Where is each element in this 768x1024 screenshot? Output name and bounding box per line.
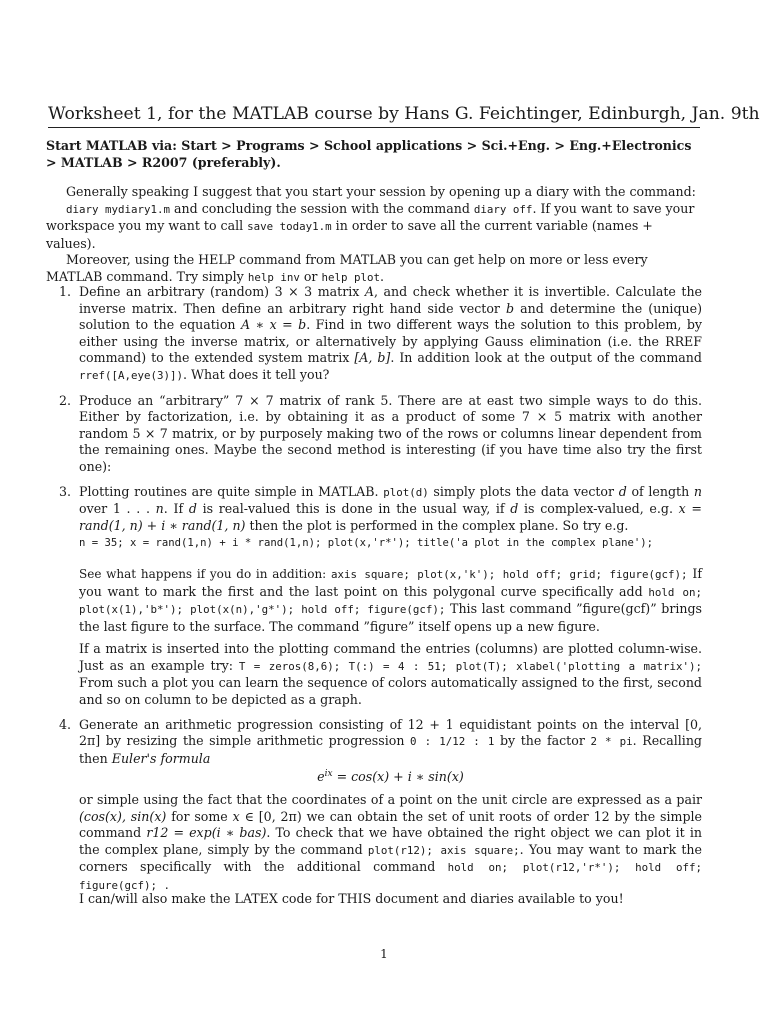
start-line-2: > MATLAB > R2007 (preferably).	[46, 155, 281, 170]
intro-text: or	[299, 268, 322, 284]
code-help-inv: help inv	[247, 270, 300, 284]
code-plot-r12: plot(r12); axis square;	[367, 843, 520, 857]
exercise-number: 4.	[59, 716, 72, 732]
intro-text: Moreover, using the HELP command from MATLAB you can get help on more or less every MATLAB command. Try simply	[46, 252, 648, 284]
exercise-item-1	[46, 284, 702, 385]
code-diary-off: diary off	[473, 202, 533, 216]
code-hold-on: hold on;	[648, 585, 702, 599]
closing-note: I can/will also make the LATEX code for THIS document and diaries available to you!	[79, 891, 624, 906]
start-line-1: Start MATLAB via: Start > Programs > School applications > Sci.+Eng. > Eng.+Electronics	[46, 138, 692, 153]
intro-text: Generally speaking I suggest that you start your session by opening up a diary with the command:	[66, 184, 696, 199]
math-matrix: [A, b]	[354, 350, 391, 366]
intro-text: and concluding the session with the command	[170, 200, 474, 216]
exercise-text: and determine the (unique) solution to the equation	[79, 300, 702, 333]
math-equation: A ∗ x = b	[241, 317, 307, 333]
intro-paragraph-2	[46, 252, 702, 286]
exercise-text: or simple using the fact that the coordinates of a point on the unit circle are expressed as a pair	[79, 792, 702, 808]
formula-exponent: ix	[324, 769, 333, 780]
math-var: A	[364, 284, 374, 299]
math-var: x	[232, 808, 240, 824]
exercise-text: of length	[626, 483, 694, 499]
intro-text: in order to save all the current variable (names + values).	[46, 218, 653, 251]
exercise-text: Generate an arithmetic progression consisting of 12 + 1 equidistant points on the interval [0, 2π] by resizing the simple arithmetic progression	[79, 716, 702, 749]
exercise-text: See what happens if you do in addition:	[79, 566, 331, 581]
exercise-text: . If	[163, 501, 189, 517]
math-var: d	[510, 501, 519, 517]
exercise-text: If a matrix is inserted into the plotting command the entries (columns) are plotted column-wise. Just as an example try:	[79, 641, 702, 673]
exercise-text: Define an arbitrary (random) 3 × 3 matrix	[79, 284, 365, 299]
exercise-item-3	[46, 484, 702, 709]
intro-text: workspace you my want to call	[46, 218, 248, 234]
intro-text: .	[379, 268, 384, 284]
code-axis-square: axis square; plot(x,'k'); hold off; grid; figure(gcf);	[330, 567, 688, 581]
math-expression: (cos(x), sin(x)	[79, 808, 167, 824]
code-rref: rref([A,eye(3)])	[79, 368, 184, 382]
code-plot-example: n = 35; x = rand(1,n) + i * rand(1,n); plot(x,'r*'); title('a plot in the complex plane');	[79, 537, 654, 550]
page-title: Worksheet 1, for the MATLAB course by Hans G. Feichtinger, Edinburgh, Jan. 9th	[48, 103, 700, 128]
intro-section	[46, 184, 702, 287]
code-plot-points: plot(x(1),'b*'); plot(x(n),'g*'); hold off; figure(gcf);	[79, 603, 446, 617]
exercise-text: over 1 . . .	[79, 501, 156, 517]
exercise-text: . What does it tell you?	[183, 366, 330, 382]
exercise-text: Plotting routines are quite simple in MATLAB.	[79, 483, 384, 499]
exercise-text: by the factor	[494, 733, 591, 749]
math-expression: r12 = exp(i ∗ bas)	[146, 825, 267, 841]
math-var: n	[693, 483, 703, 499]
code-progression: 0 : 1/12 : 1	[410, 735, 495, 749]
math-expression: rand(1, n) + i ∗ rand(1, n)	[79, 517, 246, 533]
code-2pi: 2 * pi	[590, 735, 633, 749]
exercise-number: 1.	[59, 284, 72, 299]
exercise-list	[46, 284, 702, 895]
math-var: d	[618, 483, 627, 499]
exercise-text: If you want to mark the first and the last point on this polygonal curve specifically add	[79, 565, 703, 599]
exercise-item-4	[46, 717, 702, 895]
exercise-text: . Recalling then	[79, 733, 702, 766]
math-var: d	[188, 501, 197, 517]
math-var: x =	[678, 501, 702, 517]
code-plot: plot(d)	[383, 485, 429, 499]
exercise-text: simply plots the data vector	[428, 483, 619, 499]
code-diary: diary mydiary1.m	[66, 202, 171, 216]
intro-text: . If you want to save your	[532, 200, 695, 216]
exercise-text: . In addition look at the output of the command	[390, 350, 702, 366]
exercise-number: 2.	[59, 392, 72, 408]
exercise-text: . To check that we have obtained the right object we can plot it in the complex plane, simply by the command	[79, 825, 702, 857]
code-help-plot: help plot	[321, 270, 380, 284]
exercise-text: for some	[166, 808, 233, 824]
spacer	[46, 476, 702, 484]
math-var: b	[506, 300, 515, 316]
math-var: n	[155, 501, 164, 517]
spacer	[46, 385, 702, 393]
exercise-text: then the plot is performed in the complex plane. So try e.g.	[245, 517, 629, 533]
formula-lhs: e	[317, 769, 325, 785]
exercise-text: is complex-valued, e.g.	[518, 501, 679, 517]
code-save: save today1.m	[247, 220, 332, 234]
exercise-text: From such a plot you can learn the sequence of colors automatically assigned to the first, second and so on column to be depicted as a graph.	[79, 675, 702, 708]
euler-formula	[79, 769, 702, 786]
page-number: 1	[380, 947, 388, 961]
spacer	[46, 709, 702, 717]
exercise-text: Produce an “arbitrary” 7 × 7 matrix of rank 5. There are at east two simple ways to do this. Either by factorization, i.e. by obtaining it as a product of some 7 × 5 matrix with another random 5 × 7 matrix, or by purposely making two of the rows or columns linear dependent from the remaining ones. Maybe the second method is interesting (if you have time also try the first one):	[79, 392, 702, 474]
exercise-text: ∈ [0, 2π) we can obtain the set of unit roots of order 12 by the simple command	[79, 808, 703, 841]
intro-paragraph-1	[46, 184, 702, 252]
exercise-number: 3.	[59, 483, 72, 499]
code-mark-corners: hold on; plot(r12,'r*'); hold off; figure(gcf); .	[79, 861, 702, 892]
start-instructions	[46, 137, 702, 171]
exercise-text: , and check whether it is invertible. Calculate the inverse matrix. Then define an arbitrary right hand side vector	[79, 284, 703, 316]
exercise-item-2	[46, 393, 702, 476]
euler-formula-label: Euler's formula	[111, 750, 211, 766]
formula-rhs: = cos(x) + i ∗ sin(x)	[332, 769, 464, 785]
exercise-text: . Find in two different ways the solution to this problem, by either using the inverse matrix, or alternatively by applying Gauss elimination (i.e. the RREF command) to the extended system matrix	[79, 317, 703, 366]
exercise-text: is real-valued this is done in the usual way, if	[196, 501, 511, 517]
exercise-text: This last command ”figure(gcf)” brings the last figure to the surface. The command ”figure” itself opens up a new figure.	[79, 601, 702, 634]
code-plot-matrix: T = zeros(8,6); T(:) = 4 : 51; plot(T); xlabel('plotting a matrix');	[238, 659, 702, 673]
exercise-text: . You may want to mark the corners specifically with the additional command	[79, 841, 702, 875]
